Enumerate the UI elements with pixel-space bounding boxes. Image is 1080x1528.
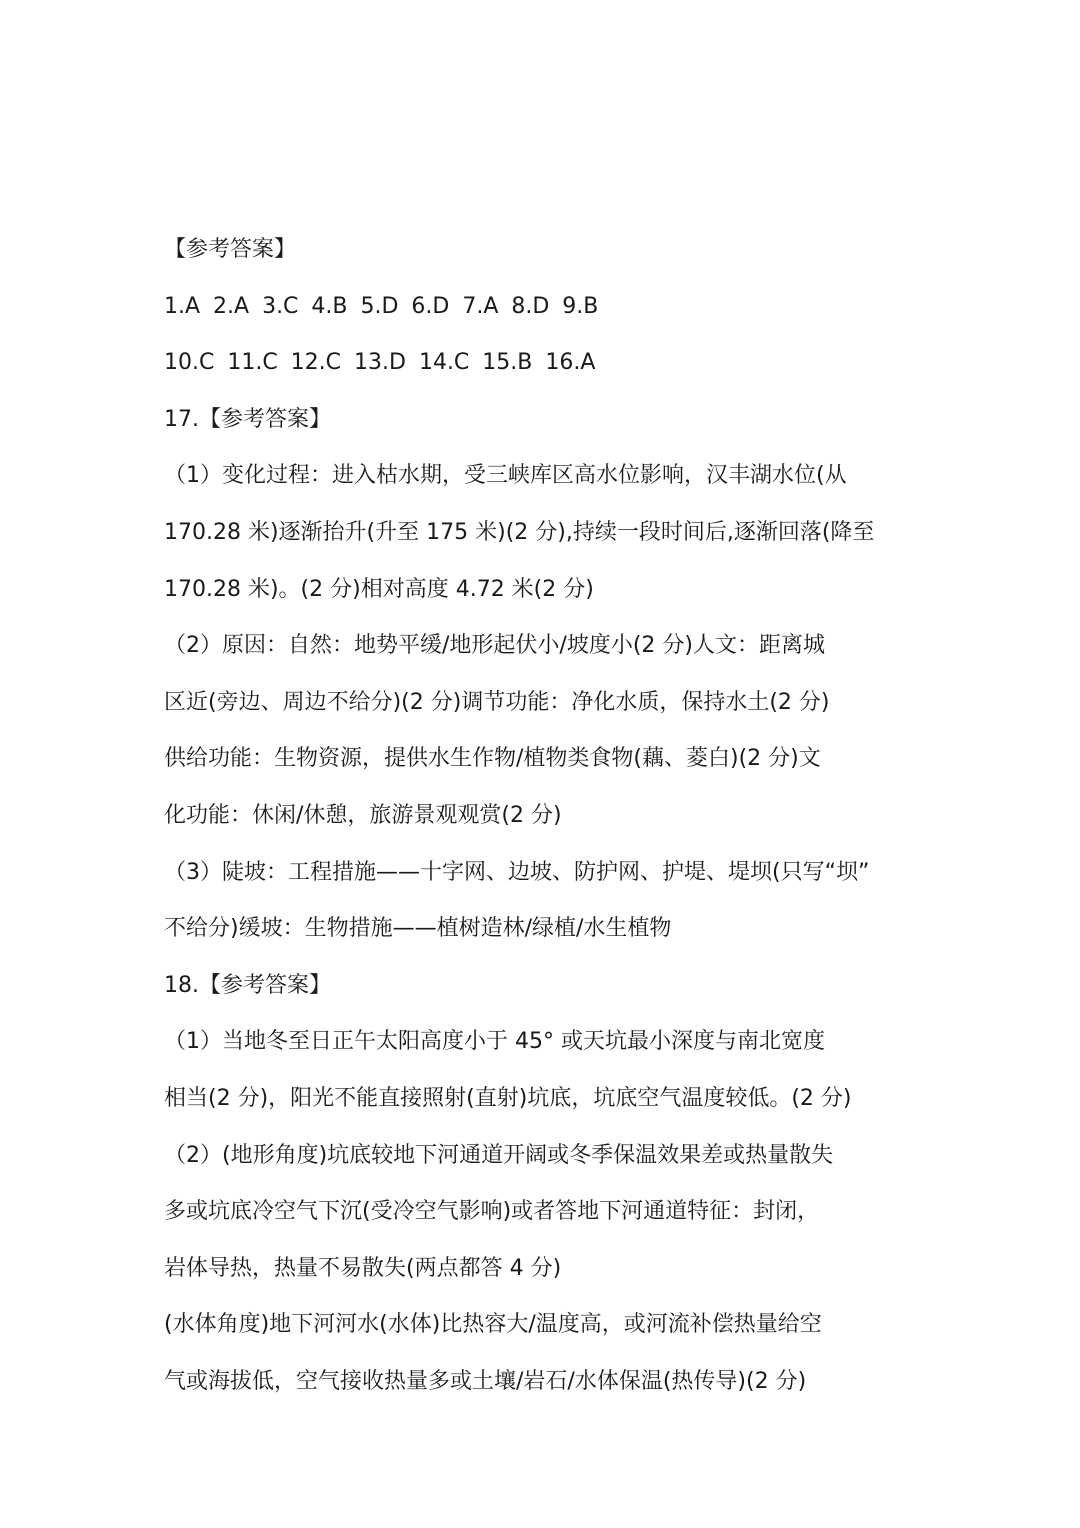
q18-line-7: 气或海拔低，空气接收热量多或土壤/岩石/水体保温(热传导)(2 分) (164, 1368, 807, 1394)
q18-line-2: 相当(2 分)，阳光不能直接照射(直射)坑底，坑底空气温度较低。(2 分) (164, 1085, 852, 1111)
q17-line-3: 170.28 米)。(2 分)相对高度 4.72 米(2 分) (164, 576, 594, 602)
q18-line-3: （2）(地形角度)坑底较地下河通道开阔或冬季保温效果差或热量散失 (164, 1142, 834, 1168)
q17-line-1: （1）变化过程：进入枯水期，受三峡库区高水位影响，汉丰湖水位(从 (164, 463, 847, 489)
q17-line-9: 不给分)缓坡：生物措施——植树造林/绿植/水生植物 (164, 916, 672, 942)
q17-line-2: 170.28 米)逐渐抬升(升至 175 米)(2 分),持续一段时间后,逐渐回落(降至 (164, 519, 875, 545)
q17-line-4: （2）原因：自然：地势平缓/地形起伏小/坡度小(2 分)人文：距离城 (164, 633, 825, 659)
answer-key-content (164, 222, 924, 1410)
choice-answers-row-2: 10.C 11.C 12.C 13.D 14.C 15.B 16.A (164, 350, 596, 376)
answers-heading: 【参考答案】 (164, 237, 297, 262)
q18-line-4: 多或坑底冷空气下沉(受冷空气影响)或者答地下河通道特征：封闭， (164, 1199, 820, 1225)
q18-line-5: 岩体导热，热量不易散失(两点都答 4 分) (164, 1255, 562, 1281)
q18-heading: 18.【参考答案】 (164, 972, 331, 998)
q18-line-1: （1）当地冬至日正午太阳高度小于 45° 或天坑最小深度与南北宽度 (164, 1029, 825, 1055)
q17-line-5: 区近(旁边、周边不给分)(2 分)调节功能：净化水质，保持水土(2 分) (164, 689, 830, 715)
q17-line-6: 供给功能：生物资源，提供水生作物/植物类食物(藕、菱白)(2 分)文 (164, 746, 821, 772)
q17-line-8: （3）陡坡：工程措施——十字网、边坡、防护网、护堤、堤坝(只写“坝” (164, 859, 870, 885)
q17-line-7: 化功能：休闲/休憩，旅游景观观赏(2 分) (164, 802, 562, 828)
choice-answers-row-1: 1.A 2.A 3.C 4.B 5.D 6.D 7.A 8.D 9.B (164, 293, 599, 319)
q18-line-6: (水体角度)地下河河水(水体)比热容大/温度高，或河流补偿热量给空 (164, 1312, 822, 1338)
q17-heading: 17.【参考答案】 (164, 406, 331, 432)
